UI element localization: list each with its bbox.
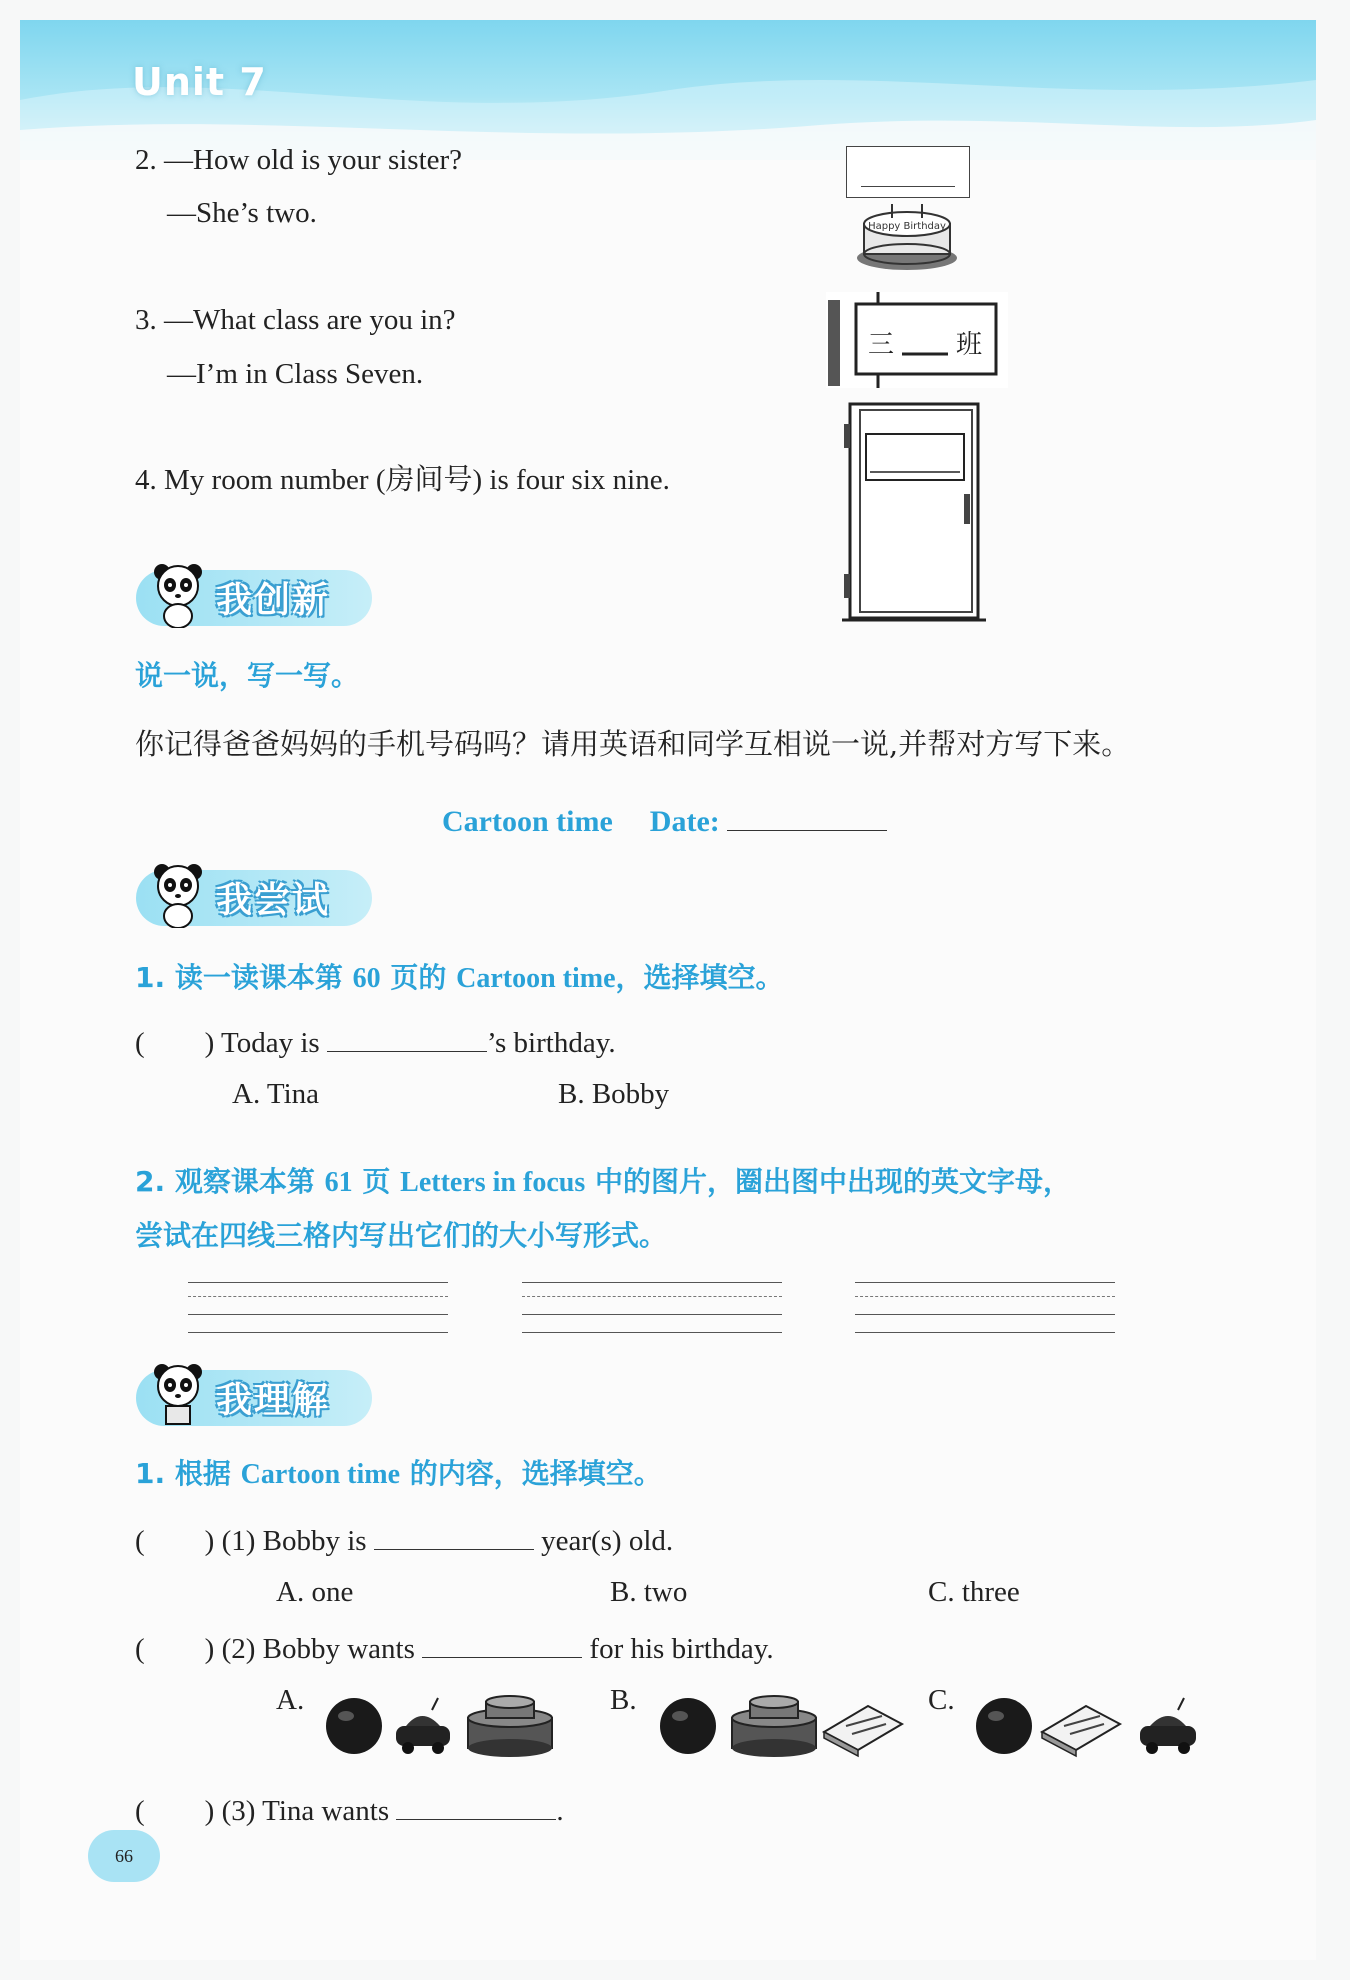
writing-grid-3[interactable]: [855, 1282, 1115, 1338]
cartoon-time-title: Cartoon time: [442, 805, 613, 838]
panda-icon: [150, 558, 206, 628]
date-label: Date:: [649, 805, 720, 838]
answer-3: —I’m in Class Seven.: [167, 358, 424, 390]
ball-icon: [976, 1698, 1032, 1754]
understand-q1-option-a[interactable]: A. one: [276, 1576, 354, 1608]
understand-q2-option-a[interactable]: A.: [276, 1684, 305, 1716]
try-q1-heading: 1. 读一读课本第 60 页的 Cartoon time，选择填空。: [135, 961, 784, 994]
toy-car-icon: [396, 1698, 450, 1754]
writing-grid-1[interactable]: [188, 1282, 448, 1338]
answer-blank[interactable]: [374, 1520, 534, 1550]
ball-icon: [660, 1698, 716, 1754]
writing-grid-2[interactable]: [522, 1282, 782, 1338]
create-instruction: 你记得爸爸妈妈的手机号码吗？请用英语和同学互相说一说,并帮对方写下来。: [135, 727, 1131, 761]
create-heading: 说一说，写一写。: [135, 659, 360, 692]
unit-title: Unit 7: [132, 60, 267, 104]
page-number: 66: [88, 1830, 160, 1882]
book-icon: [1042, 1706, 1120, 1756]
section-badge-understand-label: 我理解: [216, 1380, 331, 1421]
try-q1-option-a[interactable]: A. Tina: [232, 1078, 320, 1110]
understand-heading: 1. 根据 Cartoon time 的内容，选择填空。: [135, 1457, 662, 1490]
question-4: 4. My room number (房间号) is four six nine.: [135, 464, 670, 496]
panda-icon: [150, 858, 206, 928]
section-badge-understand: [136, 1370, 372, 1426]
understand-q1-line: ( ) (1) Bobby is year(s) old.: [135, 1520, 673, 1561]
cake-icon: [732, 1696, 816, 1757]
answer-2: —She’s two.: [167, 197, 317, 229]
svg-text:Happy Birthday: Happy Birthday: [868, 221, 946, 232]
section-badge-try-label: 我尝试: [216, 880, 331, 921]
class-sign-right: 班: [956, 330, 983, 360]
birthday-cake-icon: [852, 196, 962, 276]
try-q2-heading-line1: 2. 观察课本第 61 页 Letters in focus 中的图片，圈出图中出现的英文字母，: [135, 1165, 1071, 1198]
section-badge-create: [136, 570, 372, 626]
answer-box: [846, 146, 970, 198]
understand-q2-option-c[interactable]: C.: [928, 1684, 955, 1716]
option-a-pictures: [322, 1688, 562, 1758]
date-blank[interactable]: [727, 800, 887, 831]
book-icon: [824, 1706, 902, 1756]
understand-q2-line: ( ) (2) Bobby wants for his birthday.: [135, 1628, 774, 1669]
answer-blank[interactable]: [422, 1628, 582, 1658]
option-c-pictures: [972, 1688, 1208, 1758]
ball-icon: [326, 1698, 382, 1754]
question-3: 3. —What class are you in?: [135, 304, 456, 336]
try-q1-line: ( ) Today is ’s birthday.: [135, 1022, 616, 1063]
understand-q1-option-b[interactable]: B. two: [610, 1576, 688, 1608]
panda-icon: [150, 1358, 206, 1428]
section-badge-try: [136, 870, 372, 926]
question-2: 2. —How old is your sister?: [135, 144, 463, 176]
understand-q2-option-b[interactable]: B.: [610, 1684, 637, 1716]
try-q1-option-b[interactable]: B. Bobby: [558, 1078, 670, 1110]
option-b-pictures: [656, 1688, 906, 1758]
try-q2-heading-line2: 尝试在四线三格内写出它们的大小写形式。: [135, 1219, 668, 1252]
door-icon: [840, 398, 988, 624]
class-sign-left: 三: [868, 330, 895, 360]
section-badge-create-label: 我创新: [216, 580, 331, 621]
cartoon-time-header: [442, 800, 887, 839]
answer-blank[interactable]: [396, 1790, 556, 1820]
cake-icon: [468, 1696, 552, 1757]
understand-q3-line: ( ) (3) Tina wants .: [135, 1790, 564, 1831]
answer-blank[interactable]: [327, 1022, 487, 1052]
understand-q1-option-c[interactable]: C. three: [928, 1576, 1020, 1608]
toy-car-icon: [1140, 1698, 1196, 1754]
